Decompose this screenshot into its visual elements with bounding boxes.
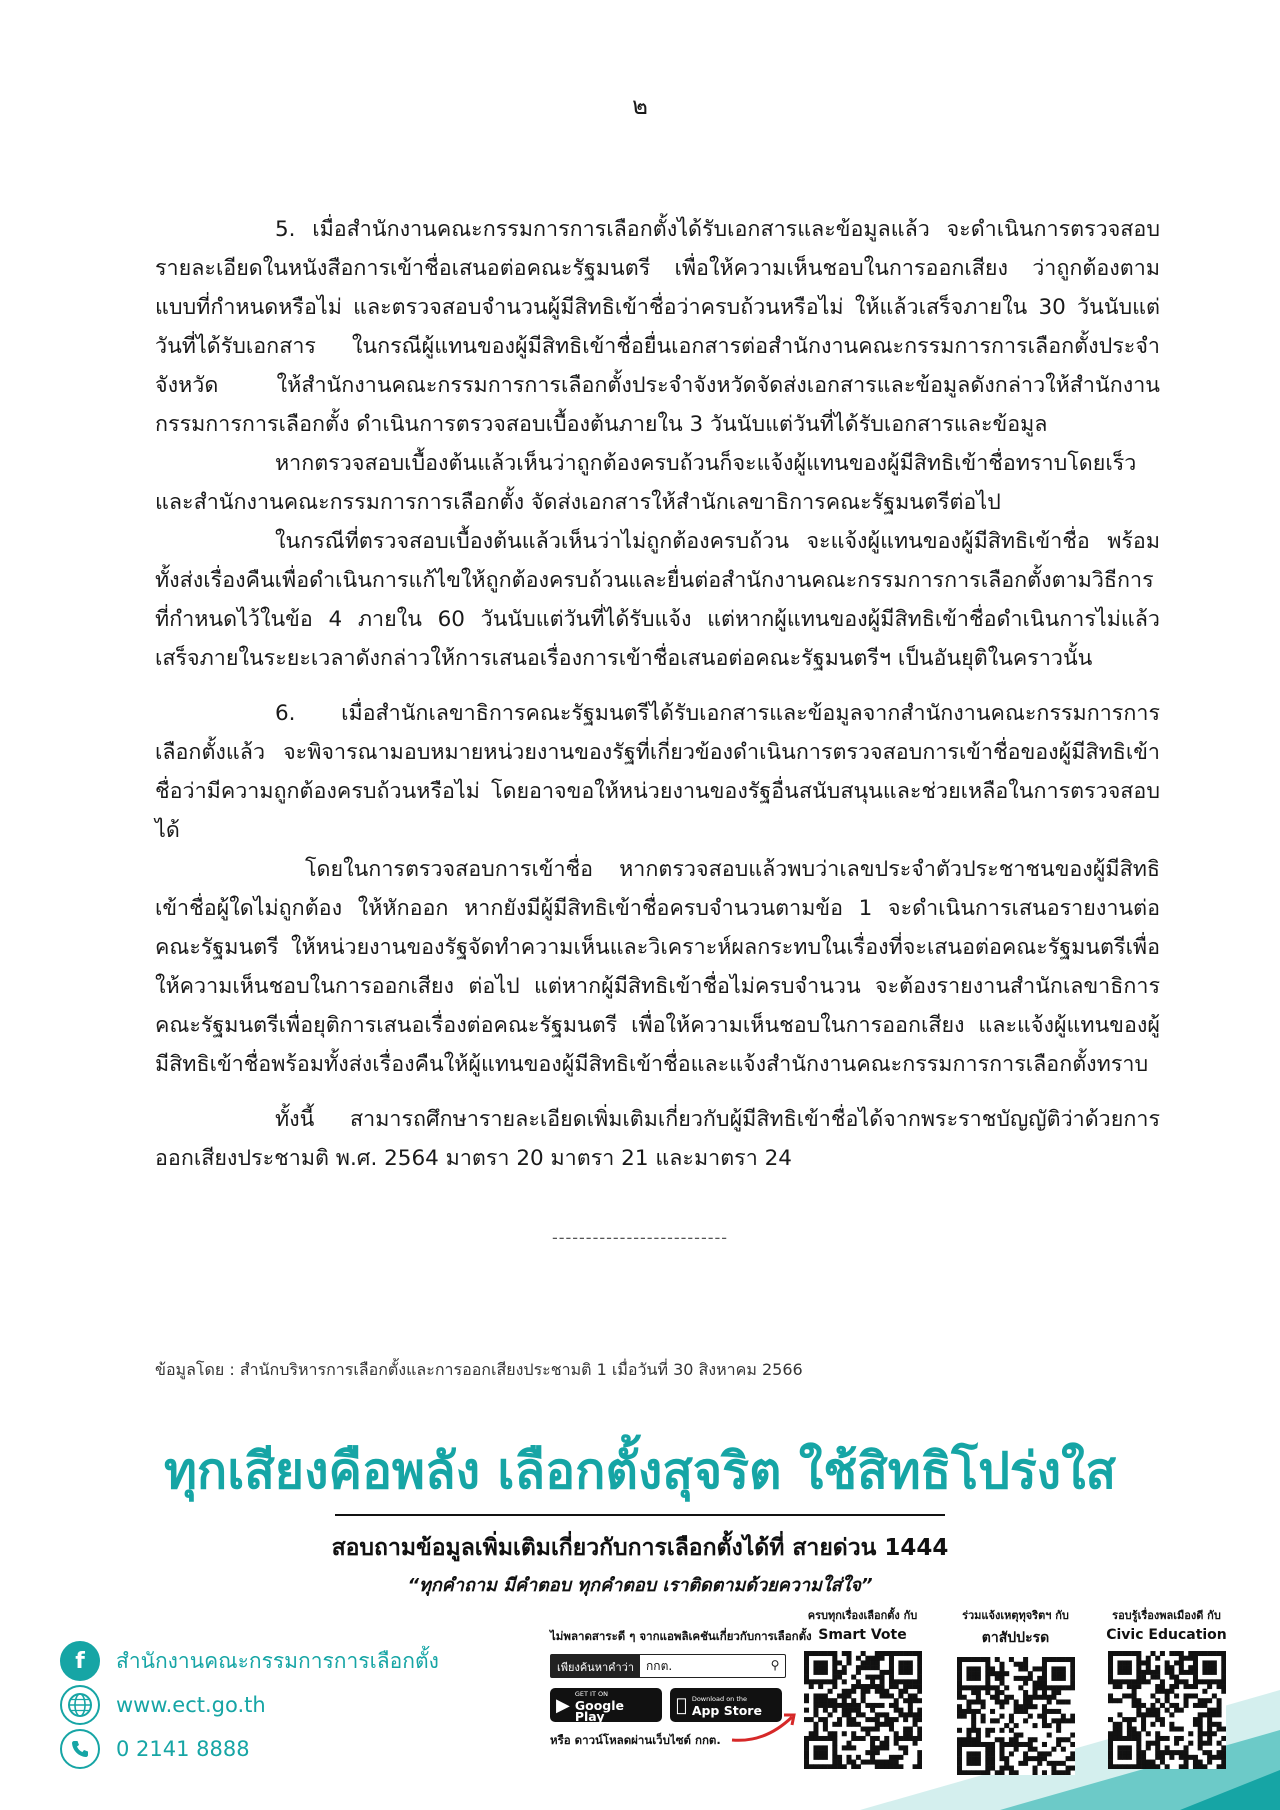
phone-icon (60, 1729, 100, 1769)
body-text (155, 210, 1160, 1178)
facebook-icon: f (60, 1641, 100, 1681)
slogan: ทุกเสียงคือพลัง เลือกตั้งสุจริต ใช้สิทธิโปร่งใส (163, 1442, 1117, 1500)
qr-title: ตาสัปปะรด (981, 1630, 1050, 1646)
search-value: กกต. (646, 1659, 673, 1673)
body-paragraph: 5. เมื่อสำนักงานคณะกรรมการการเลือกตั้งได้รับเอกสารและข้อมูลแล้ว จะดำเนินการตรวจสอบรายละเอียดในหนังสือการเข้าชื่อเสนอต่อคณะรัฐมนตรี เพื่อให้ความเห็นชอบในการออกเสียง ว่าถูกต้องตามแบบที่กำหนดหรือไม่ และตรวจสอบจำนวนผู้มีสิทธิเข้าชื่อว่าครบถ้วนหรือไม่ ให้แล้วเสร็จภายใน 30 วันนับแต่วันที่ได้รับเอกสาร ในกรณีผู้แทนของผู้มีสิทธิเข้าชื่อยื่นเอกสารต่อสำนักงานคณะกรรมการการเลือกตั้งประจำจังหวัด ให้สำนักงานคณะกรรมการการเลือกตั้งประจำจังหวัดจัดส่งเอกสารและข้อมูลดังกล่าวให้สำนักงานกรรมการการเลือกตั้ง ดำเนินการตรวจสอบเบื้องต้นภายใน 3 วันนับแต่วันที่ได้รับเอกสารและข้อมูล (155, 217, 1160, 437)
source-note: ข้อมูลโดย : สำนักบริหารการเลือกตั้งและการออกเสียงประชามติ 1 เมื่อวันที่ 30 สิงหาคม 2566 (155, 1360, 803, 1379)
body-paragraph: 6. เมื่อสำนักเลขาธิการคณะรัฐมนตรีได้รับเอกสารและข้อมูลจากสำนักงานคณะกรรมการการเลือกตั้งแล้ว จะพิจารณามอบหมายหน่วยงานของรัฐที่เกี่ยวข้องดำเนินการตรวจสอบการเข้าชื่อของผู้มีสิทธิเข้าชื่อว่ามีความถูกต้องครบถ้วนหรือไม่ โดยอาจขอให้หน่วยงานของรัฐอื่นสนับสนุนและช่วยเหลือในการตรวจสอบได้ (155, 701, 1160, 843)
phone-contact[interactable] (60, 1729, 250, 1769)
google-play-label: Google Play (574, 1697, 624, 1724)
play-icon: ▶ (556, 1694, 570, 1716)
hotline-text: สอบถามข้อมูลเพิ่มเติมเกี่ยวกับการเลือกตั้งได้ที่ สายด่วน 1444 (331, 1535, 949, 1561)
app-store-small: Download on the (681, 1695, 737, 1703)
qr-caption: ครบทุกเรื่องเลือกตั้ง กับ (807, 1609, 918, 1622)
arrow-icon (730, 1705, 800, 1745)
end-divider: -------------------------- (551, 1228, 729, 1247)
qr-title: Smart Vote (818, 1627, 907, 1643)
download-note: หรือ ดาวน์โหลดผ่านเว็บไซต์ กกต. (550, 1733, 721, 1747)
body-paragraph: ทั้งนี้ สามารถศึกษารายละเอียดเพิ่มเติมเกี่ยวกับผู้มีสิทธิเข้าชื่อได้จากพระราชบัญญัติว่าด้วยการออกเสียงประชามติ พ.ศ. 2564 มาตรา 20 มาตรา 21 และมาตรา 24 (155, 1107, 1160, 1171)
body-paragraph: หากตรวจสอบเบื้องต้นแล้วเห็นว่าถูกต้องครบถ้วนก็จะแจ้งผู้แทนของผู้มีสิทธิเข้าชื่อทราบโดยเร็ว และสำนักงานคณะกรรมการการเลือกตั้ง จัดส่งเอกสารให้สำนักเลขาธิการคณะรัฐมนตรีต่อไป (155, 451, 1137, 515)
slogan-underline (335, 1514, 945, 1516)
qr-smart-vote[interactable] (800, 1606, 925, 1769)
page-number: ๒ (632, 92, 648, 120)
qr-code-image (804, 1651, 922, 1769)
qr-code-image (1108, 1651, 1226, 1769)
tagline: “ทุกคำถาม มีคำตอบ ทุกคำตอบ เราติดตามด้วยความใส่ใจ” (407, 1575, 873, 1596)
app-caption: ไม่พลาดสาระดี ๆ จากแอพลิเคชันเกี่ยวกับการเลือกตั้ง (550, 1629, 812, 1643)
globe-icon (60, 1685, 100, 1725)
facebook-label: สำนักงานคณะกรรมการการเลือกตั้ง (116, 1648, 439, 1673)
website-contact[interactable] (60, 1685, 266, 1725)
qr-civic-education[interactable] (1104, 1606, 1229, 1769)
app-search-box (550, 1654, 786, 1678)
google-play-small: GET IT ON (574, 1689, 608, 1698)
app-store-label: App Store (681, 1703, 752, 1718)
website-label: www.ect.go.th (116, 1693, 266, 1717)
qr-code-image (957, 1657, 1075, 1775)
qr-caption: รอบรู้เรื่องพลเมืองดี กับ (1112, 1609, 1221, 1622)
qr-title: Civic Education (1106, 1627, 1227, 1643)
search-icon: ⚲ (770, 1658, 780, 1672)
qr-caption: ร่วมแจ้งเหตุทุจริตฯ กับ (962, 1609, 1069, 1622)
body-paragraph: ในกรณีที่ตรวจสอบเบื้องต้นแล้วเห็นว่าไม่ถูกต้องครบถ้วน จะแจ้งผู้แทนของผู้มีสิทธิเข้าชื่อ พร้อมทั้งส่งเรื่องคืนเพื่อดำเนินการแก้ไขให้ถูกต้องครบถ้วนและยื่นต่อสำนักงานคณะกรรมการการเลือกตั้งตามวิธีการที่กำหนดไว้ในข้อ 4 ภายใน 60 วันนับแต่วันที่ได้รับแจ้ง แต่หากผู้แทนของผู้มีสิทธิเข้าชื่อดำเนินการไม่แล้วเสร็จภายในระยะเวลาดังกล่าวให้การเสนอเรื่องการเข้าชื่อเสนอต่อคณะรัฐมนตรีฯ เป็นอันยุติในคราวนั้น (155, 529, 1160, 671)
body-paragraph: โดยในการตรวจสอบการเข้าชื่อ หากตรวจสอบแล้วพบว่าเลขประจำตัวประชาชนของผู้มีสิทธิเข้าชื่อผู้ใดไม่ถูกต้อง ให้หักออก หากยังมีผู้มีสิทธิเข้าชื่อครบจำนวนตามข้อ 1 จะดำเนินการเสนอรายงานต่อคณะรัฐมนตรี ให้หน่วยงานของรัฐจัดทำความเห็นและวิเคราะห์ผลกระทบในเรื่องที่จะเสนอต่อคณะรัฐมนตรีเพื่อให้ความเห็นชอบในการออกเสียง ต่อไป แต่หากผู้มีสิทธิเข้าชื่อไม่ครบจำนวน จะต้องรายงานสำนักเลขาธิการคณะรัฐมนตรีเพื่อยุติการเสนอเรื่องต่อคณะรัฐมนตรี เพื่อให้ความเห็นชอบในการออกเสียง และแจ้งผู้แทนของผู้มีสิทธิเข้าชื่อพร้อมทั้งส่งเรื่องคืนให้ผู้แทนของผู้มีสิทธิเข้าชื่อและแจ้งสำนักงานคณะกรรมการการเลือกตั้งทราบ (155, 857, 1160, 1077)
search-label: เพียงค้นหาคำว่า (551, 1655, 640, 1677)
apple-icon (676, 1695, 687, 1716)
facebook-contact[interactable] (60, 1641, 439, 1681)
phone-label: 0 2141 8888 (116, 1737, 250, 1761)
google-play-badge[interactable] (550, 1688, 662, 1722)
qr-tasapparot[interactable] (953, 1606, 1078, 1775)
